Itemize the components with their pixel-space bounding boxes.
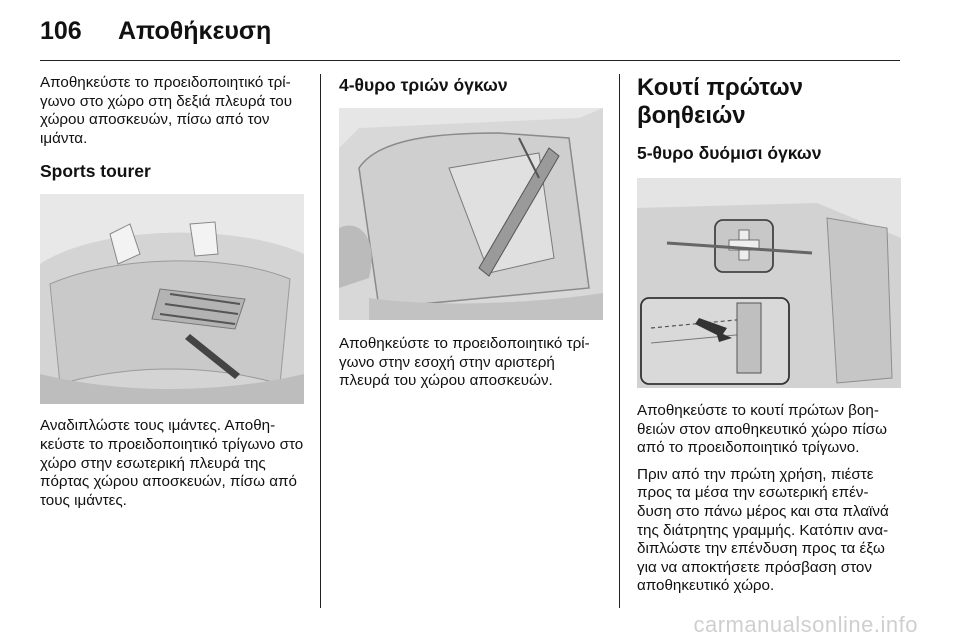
- first-aid-paragraph-2: Πριν από την πρώτη χρήση, πιέστε προς τα μέσα την εσωτερική επέν- δυση στο πάνω μέρος και στα πλαϊνά της διάτρητης γραμμής. Κατόπιν ανα- διπλώστε την επένδυση προς τα έξω για να αποκτήσετε πρόσβαση στον αποθηκευτικό χώρο.: [637, 465, 889, 595]
- section-heading-first-aid: Κουτί πρώτων βοηθειών: [637, 74, 803, 129]
- page-number: 106: [40, 16, 82, 45]
- page-title: Αποθήκευση: [118, 16, 272, 45]
- section-subheading-5-door: 5-θυρο δυόμισι όγκων: [637, 143, 822, 163]
- tailgate-straps-illustration: [40, 194, 304, 404]
- page-header: [40, 14, 271, 48]
- first-aid-kit-illustration: [637, 178, 901, 388]
- section-heading-4-door: 4-θυρο τριών όγκων: [339, 75, 508, 95]
- header-rule: [40, 60, 900, 61]
- column-3: [637, 74, 903, 596]
- section-heading-sports-tourer: Sports tourer: [40, 161, 151, 182]
- watermark: carmanualsonline.info: [693, 612, 918, 637]
- intro-text: Αποθηκεύστε το προειδοποιητικό τρί- γωνο στο χώρο στη δεξιά πλευρά του χώρου αποσκευών, πίσω από τον ιμάντα.: [40, 74, 293, 147]
- column-divider-2: [619, 74, 620, 608]
- column-2: [339, 74, 605, 391]
- trunk-recess-illustration: [339, 108, 603, 320]
- 4-door-caption: Αποθηκεύστε το προειδοποιητικό τρί- γωνο στην εσοχή στην αριστερή πλευρά του χώρου αποσκευών.: [339, 335, 590, 390]
- column-divider-1: [320, 74, 321, 608]
- first-aid-paragraph-1: Αποθηκεύστε το κουτί πρώτων βοη- θειών στον αποθηκευτικό χώρο πίσω από το προειδοποιητικό τρίγωνο.: [637, 402, 887, 457]
- sports-tourer-caption: Αναδιπλώστε τους ιμάντες. Αποθη- κεύστε το προειδοποιητικό τρίγωνο στο χώρο στην εσωτερική πλευρά της πόρτας χώρου αποσκευών, πίσω από τους ιμάντες.: [40, 417, 304, 509]
- column-1: [40, 74, 306, 510]
